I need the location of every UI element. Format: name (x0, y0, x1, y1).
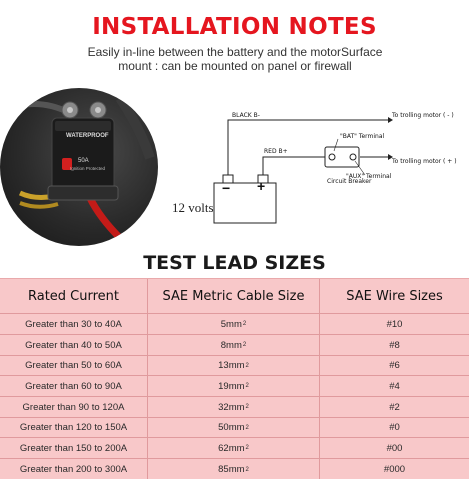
metric-size-cell: 85mm 2 (148, 459, 320, 480)
circuit-breaker-label: Circuit Breaker (327, 178, 372, 185)
rated-current-cell: Greater than 150 to 200A (0, 438, 148, 458)
subtitle-line-2: mount : can be mounted on panel or firewall (118, 59, 352, 73)
wire-size-cell: #000 (383, 464, 406, 475)
table-row (0, 418, 469, 438)
wire-size-cell: #4 (389, 380, 400, 392)
motor-negative-label: To trolling motor ( - ) (392, 112, 454, 119)
rated-current-cell: Greater than 120 to 150A (0, 418, 148, 437)
table-row (0, 314, 469, 335)
table-row (0, 376, 469, 397)
wire-size-cell: #00 (386, 442, 403, 454)
bottom-margin (0, 479, 469, 500)
page-subtitle (20, 45, 450, 73)
rated-current-cell: Greater than 50 to 60A (0, 356, 148, 375)
rated-current-cell: Greater than 30 to 40A (0, 314, 148, 334)
test-lead-sizes-title: TEST LEAD SIZES (143, 252, 326, 274)
header-rated-current: Rated Current (0, 279, 148, 313)
circuit-breaker-photo (0, 88, 158, 246)
header-metric-cable-size: SAE Metric Cable Size (148, 279, 320, 313)
rated-current-cell: Greater than 60 to 90A (0, 376, 148, 396)
battery-plus-icon: + (257, 178, 266, 194)
metric-size-cell: 19mm 2 (148, 376, 320, 396)
metric-size-cell: 50mm 2 (148, 418, 320, 437)
battery-voltage-label: 12 volts (172, 200, 214, 215)
test-lead-sizes-table (0, 278, 469, 479)
battery-minus-icon: − (222, 180, 231, 196)
header-wire-sizes: SAE Wire Sizes (346, 288, 443, 304)
black-wire-label: BLACK B- (232, 112, 260, 119)
wire-size-cell: #10 (386, 318, 403, 330)
subtitle-line-1: Easily in-line between the battery and the motorSurface (87, 45, 383, 59)
red-wire-label: RED B+ (264, 148, 288, 155)
table-row (0, 335, 469, 356)
rating-label: 50A (78, 158, 89, 164)
aux-terminal-label: "AUX" Terminal (346, 173, 392, 180)
metric-size-cell: 8mm 2 (148, 335, 320, 355)
rated-current-cell: Greater than 90 to 120A (0, 397, 148, 417)
metric-size-cell: 32mm 2 (148, 397, 320, 417)
metric-size-cell: 5mm 2 (148, 314, 320, 334)
wire-size-cell: #6 (389, 360, 400, 371)
motor-positive-label: To trolling motor ( + ) (392, 158, 457, 165)
page-title: INSTALLATION NOTES (92, 14, 377, 40)
metric-size-cell: 13mm 2 (148, 356, 320, 375)
table-header-row (0, 279, 469, 314)
wire-size-cell: #2 (389, 401, 400, 413)
waterproof-label: WATERPROOF (66, 133, 109, 139)
bat-terminal-label: "BAT" Terminal (340, 133, 385, 140)
metric-size-cell: 62mm 2 (148, 438, 320, 458)
table-row (0, 438, 469, 459)
rated-current-cell: Greater than 40 to 50A (0, 335, 148, 355)
wire-size-cell: #0 (389, 422, 400, 433)
ignition-label: Ignition Protected (70, 166, 106, 171)
table-row (0, 459, 469, 480)
rated-current-cell: Greater than 200 to 300A (0, 459, 148, 480)
table-row (0, 397, 469, 418)
table-row (0, 356, 469, 376)
wire-size-cell: #8 (389, 339, 400, 351)
